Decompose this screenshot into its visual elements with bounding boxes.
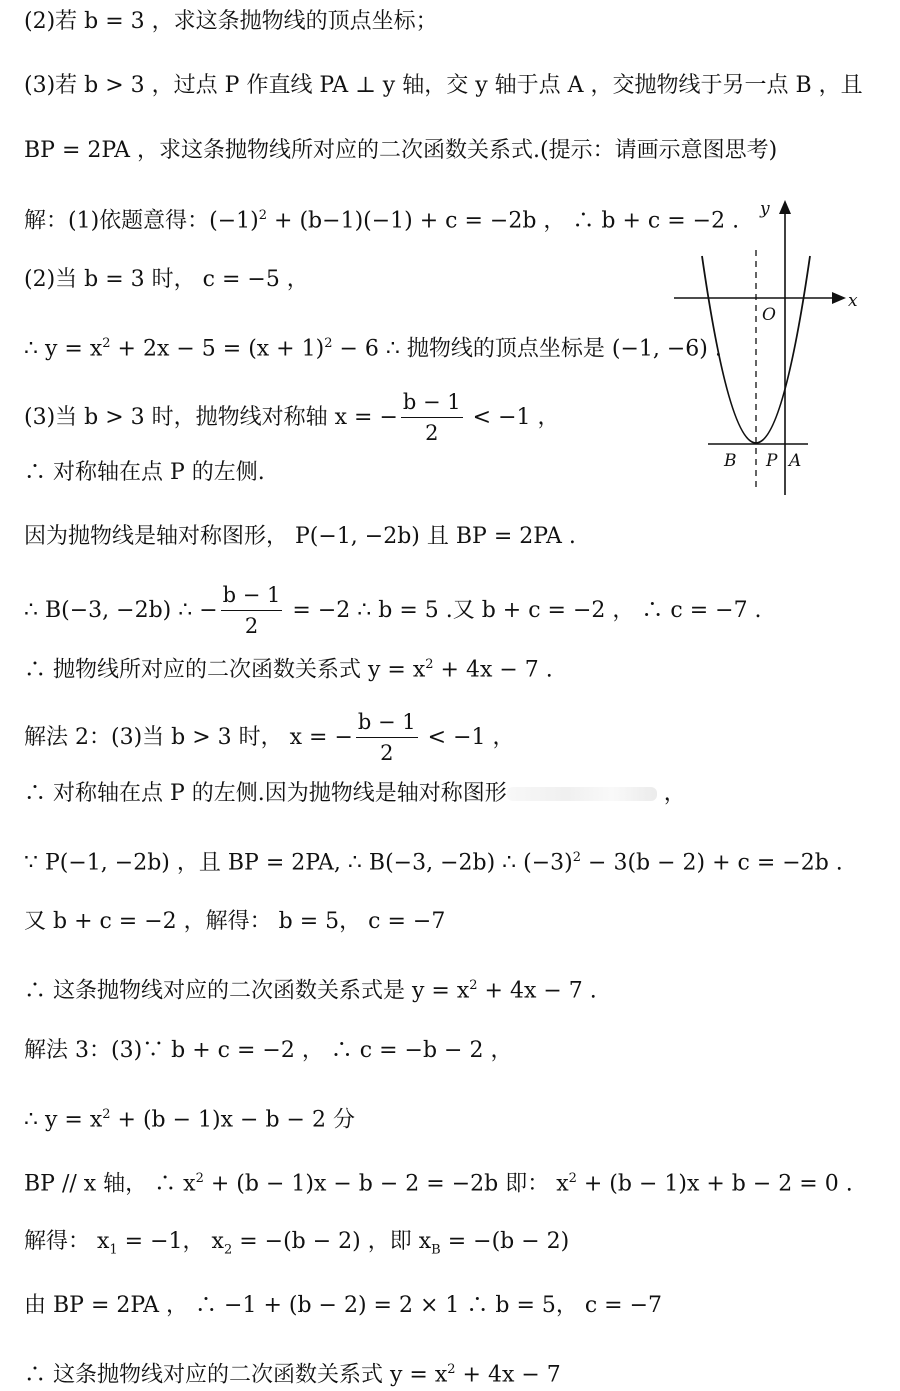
- method-3-equation: BP // x 轴， ∴ $x^2 + (b - 1)x - b - 2 = -2b$ 即： $x^2 + (b - 1)x + b - 2 = 0$ .: [24, 1171, 853, 1197]
- label-y: y: [760, 199, 770, 219]
- label-a: A: [789, 451, 802, 471]
- solution-part-1: 解：(1)依题意得：$(-1)^2 + (b-1)(-1) + c = -2b$ ， ∴ b + c = −2 .: [24, 208, 740, 234]
- fraction: $\frac{b - 1}{2}$: [357, 710, 416, 765]
- question-part-2: (2)若 b = 3 ，求这条抛物线的顶点坐标；: [24, 9, 438, 34]
- method-2-header: 解法 2：(3)当 b > 3 时， x = − $\frac{b - 1}{2}$ < −1 ，: [24, 710, 515, 765]
- result-line-2: ∴ 这条抛物线对应的二次函数关系式是 $y = x^2 + 4x - 7$ .: [24, 978, 597, 1004]
- axis-of-symmetry-line: (3)当 b > 3 时，抛物线对称轴 x = − $\frac{b - 1}{2}$ < −1 ，: [24, 390, 560, 445]
- method-3-header: 解法 3：(3)∵ b + c = −2 ， ∴ c = −b − 2 ，: [24, 1038, 513, 1063]
- fraction: $\frac{b - 1}{2}$: [222, 583, 281, 638]
- result-line-1: ∴ 抛物线所对应的二次函数关系式 $y = x^2 + 4x - 7$ .: [24, 657, 553, 683]
- y-axis-arrow-icon: [779, 200, 791, 214]
- label-origin: O: [762, 305, 776, 325]
- fraction: $\frac{b - 1}{2}$: [402, 390, 461, 445]
- method-2-symmetry: ∴ 对称轴在点 P 的左侧.因为抛物线是轴对称图形 ，: [24, 781, 686, 806]
- point-b-line: ∴ B(−3, −2b) ∴ − $\frac{b - 1}{2}$ = −2 ∴ b = 5 .又 b + c = −2 ， ∴ c = −7 .: [24, 583, 762, 638]
- label-p: P: [766, 451, 778, 471]
- result-line-3: ∴ 这条抛物线对应的二次函数关系式 $y = x^2 + 4x - 7$: [24, 1362, 561, 1388]
- parabola-diagram: [668, 190, 868, 500]
- smudge-mark: [507, 787, 657, 801]
- axis-left-of-p-line: ∴ 对称轴在点 P 的左侧.: [24, 460, 265, 485]
- question-part-3: (3)若 b > 3 ，过点 P 作直线 PA ⊥ y 轴，交 y 轴于点 A ，交抛物线于另一点 B ，且: [24, 73, 863, 98]
- x-axis-arrow-icon: [832, 292, 846, 304]
- label-b: B: [724, 451, 737, 471]
- method-3-function: ∴ $y = x^2 + (b - 1)x - b - 2$ 分: [24, 1107, 355, 1133]
- label-x: x: [848, 291, 858, 311]
- question-part-3-cont: BP = 2PA ，求这条抛物线所对应的二次函数关系式.(提示：请画示意图思考): [24, 138, 778, 163]
- solution-part-2: (2)当 b = 3 时， c = −5 ，: [24, 267, 309, 292]
- method-3-solve: 由 BP = 2PA ， ∴ −1 + (b − 2) = 2 × 1 ∴ b = 5， c = −7: [24, 1293, 663, 1318]
- symmetry-line: 因为抛物线是轴对称图形， P(−1, −2b) 且 BP = 2PA .: [24, 524, 576, 549]
- method-2-substitution: ∵ P(−1, −2b) ，且 BP = 2PA, ∴ B(−3, −2b) ∴ $(-3)^2 - 3(b - 2) + c = -2b$ .: [24, 850, 843, 876]
- method-2-solve: 又 b + c = −2 ，解得： b = 5， c = −7: [24, 909, 446, 934]
- method-3-roots: 解得： $x_1 = -1$， $x_2 = -(b - 2)$ ，即 $x_B = -(b - 2)$: [24, 1229, 570, 1258]
- vertex-form-line: ∴ $y = x^2 + 2x - 5 = (x + 1)^2 - 6$ ∴ 抛物线的顶点坐标是 (−1, −6) .: [24, 336, 722, 362]
